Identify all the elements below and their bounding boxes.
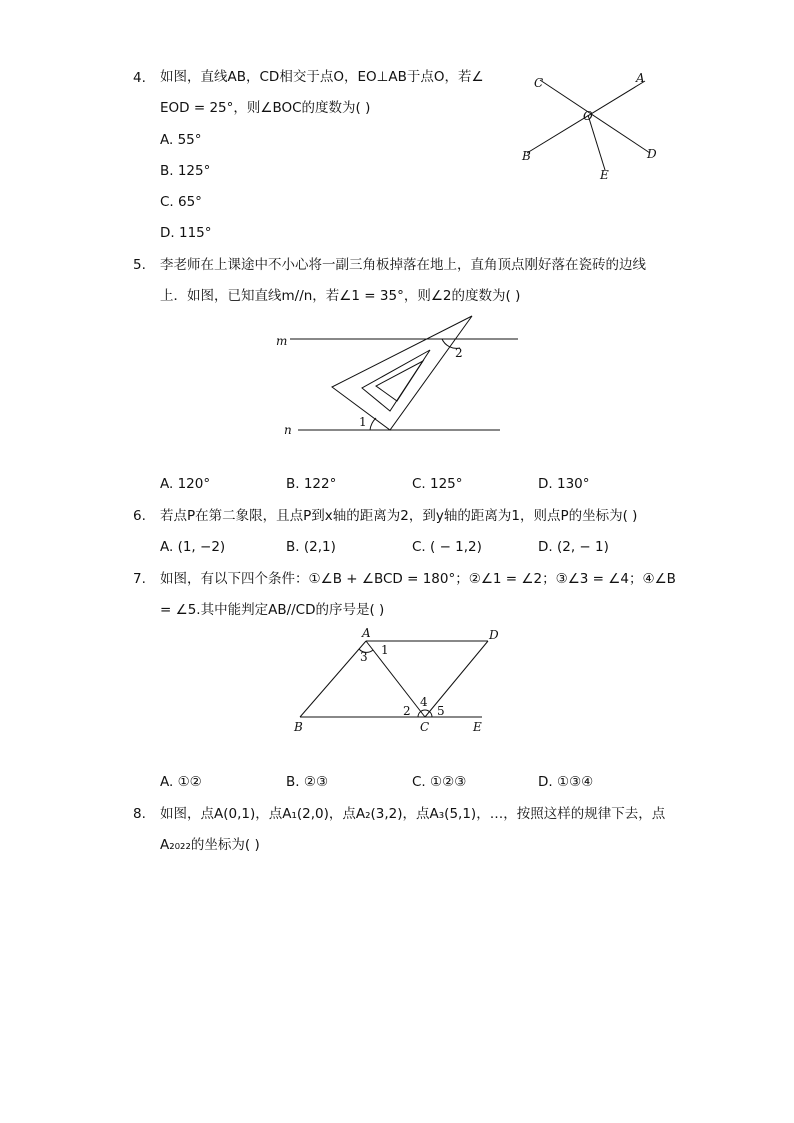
q5-label-angle1: 1 xyxy=(359,415,367,429)
q7-label-d: D xyxy=(489,628,499,642)
q7-label-angle5: 5 xyxy=(437,704,445,718)
q5-figure xyxy=(270,310,530,440)
q7-segment-ab xyxy=(300,641,366,717)
q4-label-c: C xyxy=(534,76,544,90)
q7-label-angle2: 2 xyxy=(403,704,411,718)
q4-option-a[interactable]: A. 55° xyxy=(160,132,202,148)
q6-option-c[interactable]: C. ( − 1,2) xyxy=(412,539,482,555)
q4-option-d[interactable]: D. 115° xyxy=(160,225,212,241)
q7-label-a: A xyxy=(362,626,371,640)
q4-line-cd xyxy=(540,80,650,153)
q5-number: 5. xyxy=(133,257,146,273)
q4-label-e: E xyxy=(600,168,609,182)
q4-option-c[interactable]: C. 65° xyxy=(160,194,202,210)
q7-segment-cd xyxy=(425,641,488,717)
q6-number: 6. xyxy=(133,508,146,524)
q4-option-b[interactable]: B. 125° xyxy=(160,163,211,179)
q5-option-d[interactable]: D. 130° xyxy=(538,476,590,492)
q7-option-c[interactable]: C. ①②③ xyxy=(412,774,467,790)
q8-stem-line1: 如图，点A(0,1)，点A₁(2,0)，点A₂(3,2)，点A₃(5,1)，…，按照这样的规律下去，点 xyxy=(160,806,666,822)
q7-stem-line2: = ∠5.其中能判定AB//CD的序号是( ) xyxy=(160,602,385,618)
q5-option-c[interactable]: C. 125° xyxy=(412,476,463,492)
q6-option-a[interactable]: A. (1, −2) xyxy=(160,539,226,555)
q5-stem-line1: 李老师在上课途中不小心将一副三角板掉落在地上，直角顶点刚好落在瓷砖的边线 xyxy=(160,257,646,273)
q6-stem-line1: 若点P在第二象限，且点P到x轴的距离为2，到y轴的距离为1，则点P的坐标为( ) xyxy=(160,508,638,524)
q5-outer-triangle xyxy=(332,316,472,430)
q7-label-angle3: 3 xyxy=(360,650,368,664)
q7-option-a[interactable]: A. ①② xyxy=(160,774,202,790)
q6-option-d[interactable]: D. (2, − 1) xyxy=(538,539,609,555)
q4-label-b: B xyxy=(522,149,531,163)
q8-number: 8. xyxy=(133,806,146,822)
q5-label-n: n xyxy=(284,423,292,437)
q7-label-angle4: 4 xyxy=(420,695,428,709)
q4-figure xyxy=(510,65,670,185)
q4-stem-line1: 如图，直线AB，CD相交于点O，EO⊥AB于点O，若∠ xyxy=(160,69,484,85)
q5-stem-line2: 上．如图，已知直线m//n，若∠1 = 35°，则∠2的度数为( ) xyxy=(160,288,521,304)
q7-figure xyxy=(290,625,520,740)
q4-ray-oe xyxy=(588,115,605,170)
q4-label-o: O xyxy=(583,109,593,123)
q5-option-b[interactable]: B. 122° xyxy=(286,476,337,492)
q7-label-b: B xyxy=(294,720,303,734)
q7-label-angle1: 1 xyxy=(381,643,389,657)
q7-label-e: E xyxy=(473,720,482,734)
q6-option-b[interactable]: B. (2,1) xyxy=(286,539,336,555)
q7-number: 7. xyxy=(133,571,146,587)
q5-label-m: m xyxy=(276,334,288,348)
q7-option-b[interactable]: B. ②③ xyxy=(286,774,329,790)
q4-label-d: D xyxy=(647,147,657,161)
q4-number: 4. xyxy=(133,70,146,86)
q4-stem-line2: EOD = 25°，则∠BOC的度数为( ) xyxy=(160,100,371,116)
q7-option-d[interactable]: D. ①③④ xyxy=(538,774,594,790)
q5-option-a[interactable]: A. 120° xyxy=(160,476,211,492)
q5-inner-triangle xyxy=(362,350,430,411)
q7-label-c: C xyxy=(420,720,430,734)
q8-stem-line2: A₂₀₂₂的坐标为( ) xyxy=(160,837,260,853)
q5-angle1-arc xyxy=(370,418,376,430)
q5-label-angle2: 2 xyxy=(455,346,463,360)
q7-segment-ac xyxy=(366,641,425,717)
q7-stem-line1: 如图，有以下四个条件：①∠B + ∠BCD = 180°；②∠1 = ∠2；③∠3 = ∠4；④∠B xyxy=(160,571,676,587)
q4-label-a: A xyxy=(636,71,645,85)
